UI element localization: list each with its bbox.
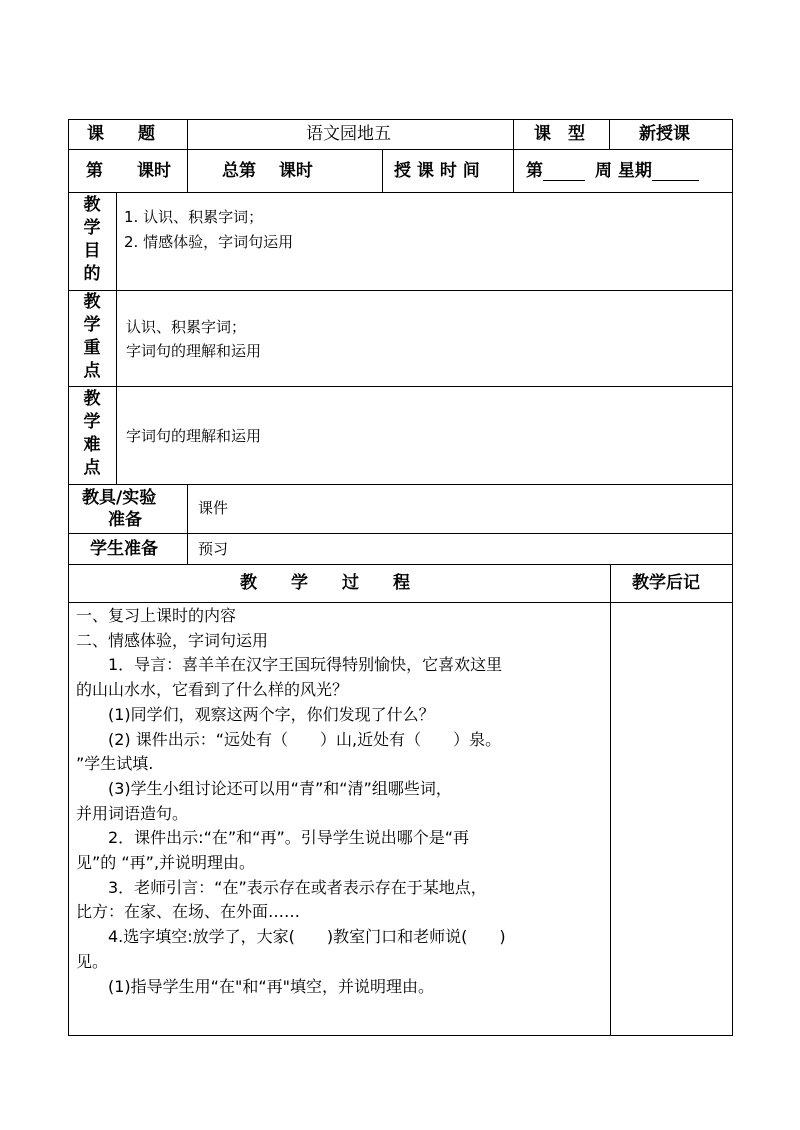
- process-line: (1)同学们，观察这两个字，你们发现了什么？: [76, 704, 435, 724]
- process-title: 教 学 过 程: [240, 573, 410, 593]
- key-points-label: 教 学 重 点: [83, 292, 101, 381]
- col-divider: [187, 484, 188, 564]
- week-number-blank: [543, 164, 585, 181]
- total-period-label: 总第 课时: [222, 161, 313, 181]
- col-divider: [609, 119, 610, 149]
- equipment-label-line1: 教具/实验: [82, 488, 157, 508]
- teaching-notes-title: 教学后记: [632, 573, 700, 593]
- process-line: 二、情感体验，字词句运用: [76, 630, 269, 650]
- row-divider: [68, 602, 733, 603]
- student-prep-label: 学生准备: [90, 539, 158, 559]
- teaching-time-label: 授 课 时 间: [394, 161, 480, 181]
- process-line: ”学生试填.: [76, 754, 154, 774]
- process-line: 见”的 “再”,并说明理由。: [76, 853, 256, 873]
- week-prefix: 第: [526, 161, 543, 181]
- row-divider: [68, 484, 733, 485]
- week-field: [526, 161, 699, 181]
- col-divider: [513, 119, 514, 192]
- col-divider: [382, 149, 383, 192]
- difficulties-label: 教 学 难 点: [83, 389, 101, 478]
- lesson-type-value: 新授课: [639, 124, 690, 144]
- process-line: (2) 课件出示：“远处有（ ）山,近处有（ ）泉。: [76, 729, 502, 749]
- objective-line: 2. 情感体验，字词句运用: [124, 233, 294, 251]
- process-line: 见。: [76, 951, 109, 971]
- row-divider: [68, 533, 733, 534]
- process-line: 1．导言：喜羊羊在汉字王国玩得特别愉快，它喜欢这里: [76, 655, 503, 675]
- row-divider: [68, 290, 733, 291]
- process-line: 4.选字填空:放学了，大家( )教室门口和老师说( ): [76, 927, 506, 947]
- process-line: (3)学生小组讨论还可以用“青”和“清”组哪些词，: [76, 778, 452, 798]
- row-divider: [68, 149, 733, 150]
- process-line: (1)指导学生用“在"和“再"填空，并说明理由。: [76, 976, 434, 996]
- equipment-label-line2: 准备: [108, 510, 142, 530]
- weekday-blank: [652, 164, 699, 181]
- topic-label: 课 题: [87, 124, 155, 144]
- process-line: 一、复习上课时的内容: [76, 606, 237, 625]
- row-divider: [68, 192, 733, 193]
- process-line: 比方：在家、在场、在外面……: [76, 902, 301, 922]
- process-content: [76, 604, 606, 999]
- difficulty-line: 字词句的理解和运用: [126, 427, 262, 445]
- lesson-type-label: 课 型: [534, 124, 585, 144]
- process-line: 2．课件出示:“在”和“再”。引导学生说出哪个是“再: [76, 828, 470, 848]
- topic-value: 语文园地五: [306, 124, 391, 144]
- objective-line: 1. 认识、积累字词；: [124, 208, 264, 226]
- process-line: 3．老师引言：“在”表示存在或者表示存在于某地点，: [76, 877, 487, 897]
- process-line: 并用词语造句。: [76, 803, 189, 823]
- student-prep-value: 预习: [198, 540, 229, 558]
- col-divider: [187, 119, 188, 192]
- equipment-value: 课件: [198, 499, 229, 517]
- period-label: 第 课时: [86, 161, 171, 181]
- key-point-line: 字词句的理解和运用: [126, 342, 262, 360]
- key-point-line: 认识、积累字词；: [126, 318, 247, 336]
- week-day-label: 周 星期: [595, 161, 652, 181]
- col-divider: [610, 564, 611, 1036]
- row-divider: [68, 564, 733, 565]
- process-line: 的山山水水，它看到了什么样的风光？: [76, 680, 349, 700]
- col-divider: [116, 192, 117, 484]
- objectives-label: 教 学 目 的: [83, 195, 101, 284]
- row-divider: [68, 386, 733, 387]
